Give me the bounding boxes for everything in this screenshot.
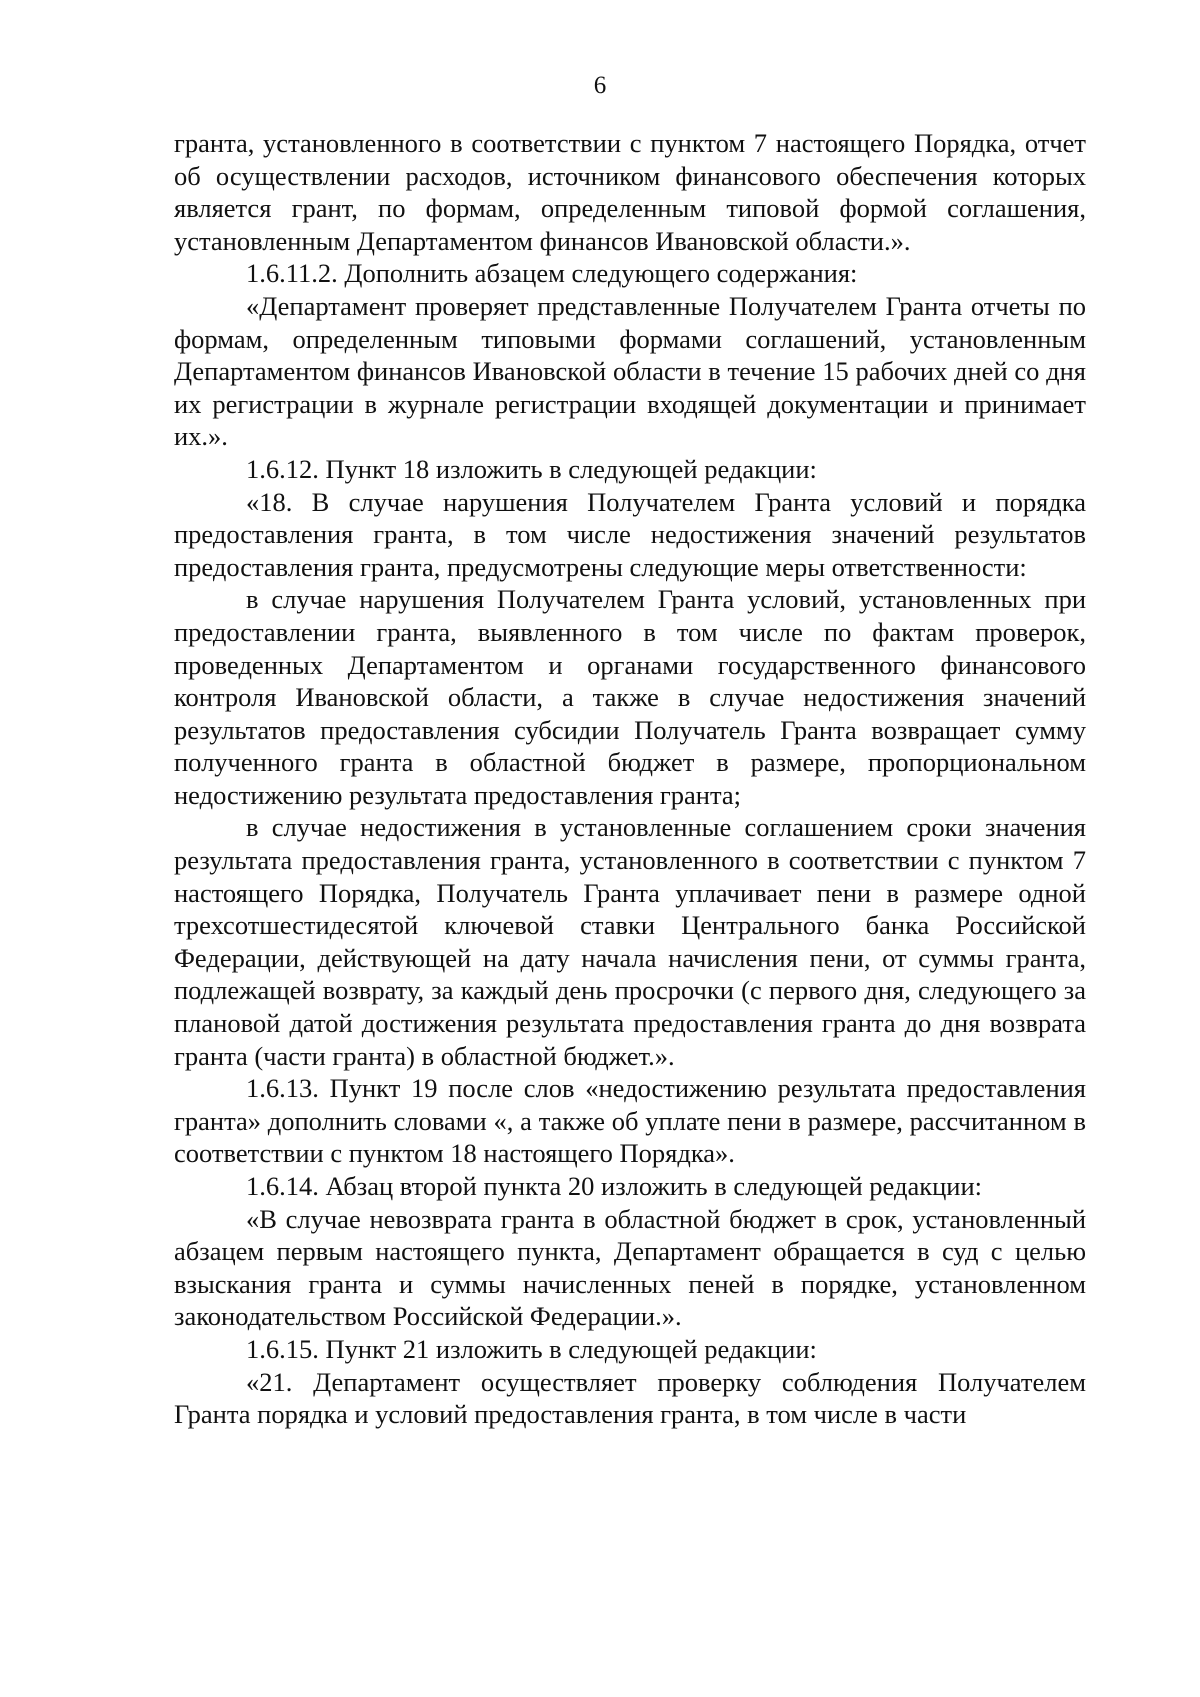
paragraph-1-6-14: 1.6.14. Абзац второй пункта 20 изложить в следующей редакции: xyxy=(246,1171,982,1201)
paragraph-1-6-12: 1.6.12. Пункт 18 изложить в следующей редакции: xyxy=(246,453,817,484)
page-number: 6 xyxy=(593,72,607,99)
paragraph-quoted-non-return: «В случае невозврата гранта в областной бюджет в срок, установленный абзацем первым настоящего пункта, Департамент обращается в суд с целью взыскания гранта и суммы начисленных пеней в порядке, установленном законодательством Российской Федерации.». xyxy=(174,1203,1086,1332)
paragraph-continuation: гранта, установленного в соответствии с пунктом 7 настоящего Порядка, отчет об осуществлении расходов, источником финансового обеспечения которых является грант, по формам, определенным типовой формой соглашения, установленным Департаментом финансов Ивановской области.». xyxy=(174,128,1086,256)
paragraph-violation-return: в случае нарушения Получателем Гранта условий, установленных при предоставлении гранта, выявленного в том числе по фактам проверок, проведенных Департаментом и органами государственного финансового контроля Ивановской области, а также в случае недостижения значений результатов предоставления субсидии Получатель Гранта возвращает сумму полученного гранта в областной бюджет в размере, пропорциональном недостижению результата предоставления гранта; xyxy=(174,584,1086,810)
paragraph-1-6-11-2: 1.6.11.2. Дополнить абзацем следующего содержания: xyxy=(246,258,858,289)
paragraph-penalty: в случае недостижения в установленные соглашением сроки значения результата предоставления гранта, установленного в соответствии с пунктом 7 настоящего Порядка, Получатель Гранта уплачивает пени в размере одной трехсотшестидесятой ключевой ставки Центрального банка Российской Федерации, действующей на дату начала начисления пени, от суммы гранта, подлежащей возврату, за каждый день просрочки (с первого дня, следующего за плановой датой достижения результата предоставления гранта до дня возврата гранта (части гранта) в областной бюджет.». xyxy=(174,812,1086,1071)
paragraph-1-6-15: 1.6.15. Пункт 21 изложить в следующей редакции: xyxy=(246,1333,817,1364)
paragraph-1-6-13: 1.6.13. Пункт 19 после слов «недостижению результата предоставления гранта» дополнить словами «, а также об уплате пени в размере, рассчитанном в соответствии с пунктом 18 настоящего Порядка». xyxy=(174,1073,1086,1169)
paragraph-point-18: «18. В случае нарушения Получателем Гранта условий и порядка предоставления гранта, в том числе недостижения значений результатов предоставления гранта, предусмотрены следующие меры ответственности: xyxy=(174,486,1086,582)
paragraph-point-21: «21. Департамент осуществляет проверку соблюдения Получателем Гранта порядка и условий предоставления гранта, в том числе в части xyxy=(174,1366,1086,1430)
document-body xyxy=(174,127,1086,1431)
paragraph-quoted-reports-check: «Департамент проверяет представленные Получателем Гранта отчеты по формам, определенным типовыми формами соглашений, установленным Департаментом финансов Ивановской области в течение 15 рабочих дней со дня их регистрации в журнале регистрации входящей документации и принимает их.». xyxy=(174,290,1086,452)
